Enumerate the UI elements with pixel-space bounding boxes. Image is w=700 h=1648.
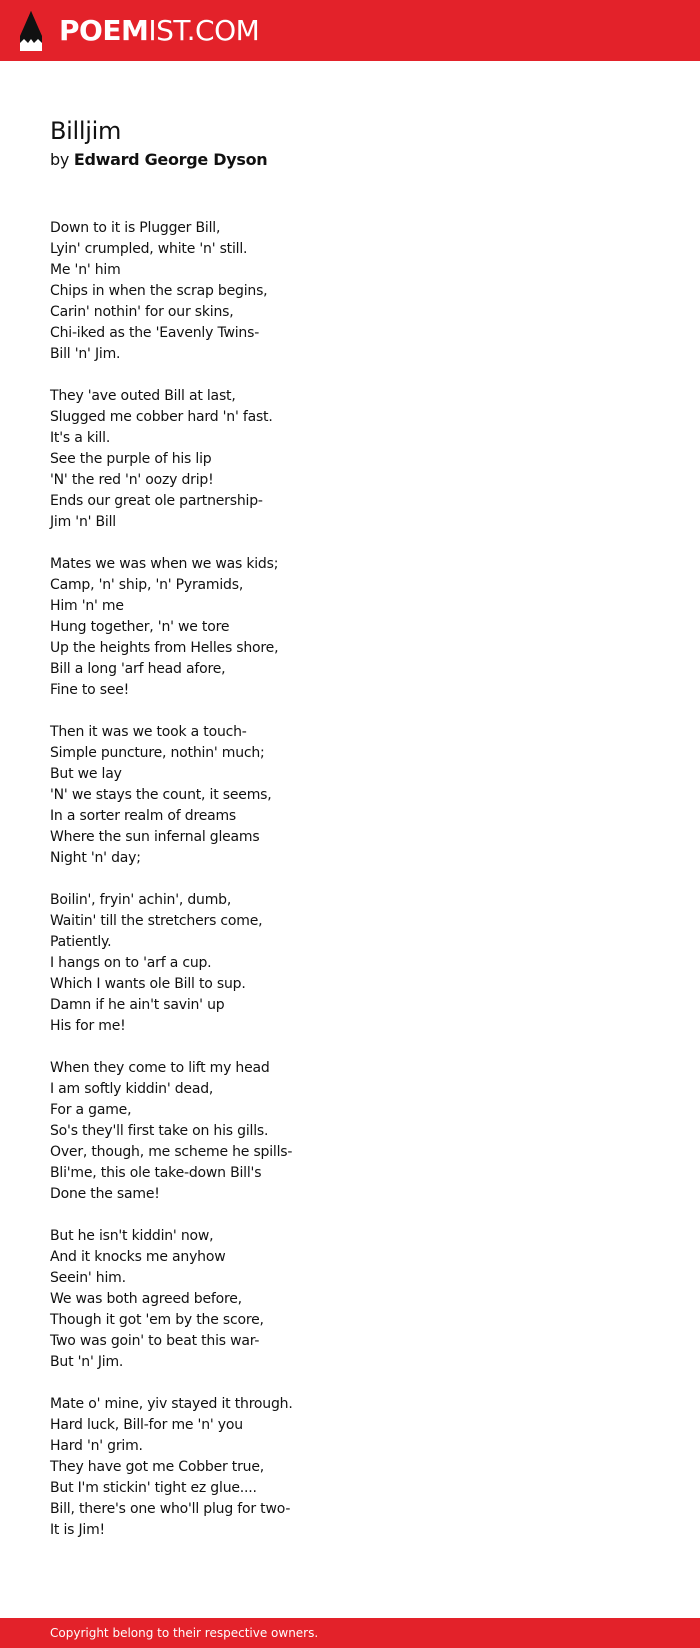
poem-stanza xyxy=(50,218,650,365)
poem-body xyxy=(50,218,650,1562)
footer-copyright: Copyright belong to their respective owners. xyxy=(50,1626,319,1640)
poem-line: Waitin' till the stretchers come, xyxy=(50,913,263,929)
byline-prefix: by xyxy=(50,150,70,169)
poem-stanza xyxy=(50,890,650,1037)
poem-stanza xyxy=(50,1394,650,1541)
poem-line: Boilin', fryin' achin', dumb, xyxy=(50,892,232,908)
poem-line: In a sorter realm of dreams xyxy=(50,808,237,824)
poem-line: Ends our great ole partnership- xyxy=(50,493,263,509)
poem-line: It's a kill. xyxy=(50,430,111,446)
poem-line: We was both agreed before, xyxy=(50,1291,242,1307)
poem-line: But I'm stickin' tight ez glue.... xyxy=(50,1480,257,1496)
poem-line: Bill, there's one who'll plug for two- xyxy=(50,1501,291,1517)
poem-line: They 'ave outed Bill at last, xyxy=(50,388,236,404)
site-footer xyxy=(0,1618,700,1648)
poem-line: But 'n' Jim. xyxy=(50,1354,124,1370)
poem-line: Then it was we took a touch- xyxy=(50,724,247,740)
poem-line: See the purple of his lip xyxy=(50,451,212,467)
poem-line: His for me! xyxy=(50,1018,126,1034)
poem-stanza xyxy=(50,722,650,869)
poem-byline xyxy=(50,148,650,172)
poem-line: Bli'me, this ole take-down Bill's xyxy=(50,1165,262,1181)
poem-line: I am softly kiddin' dead, xyxy=(50,1081,214,1097)
poem-line: Up the heights from Helles shore, xyxy=(50,640,279,656)
logo-text-light: IST.COM xyxy=(148,14,260,47)
poem-line: Him 'n' me xyxy=(50,598,124,614)
site-logo-link[interactable] xyxy=(18,10,259,52)
poem-line: Hung together, 'n' we tore xyxy=(50,619,230,635)
poem-line: Bill 'n' Jim. xyxy=(50,346,121,362)
poem-line: Hard 'n' grim. xyxy=(50,1438,143,1454)
poem-line: Chips in when the scrap begins, xyxy=(50,283,268,299)
poem-line: Fine to see! xyxy=(50,682,130,698)
poem-line: Lyin' crumpled, white 'n' still. xyxy=(50,241,248,257)
poem-line: For a game, xyxy=(50,1102,132,1118)
poem-line: Over, though, me scheme he spills- xyxy=(50,1144,293,1160)
poem-line: Carin' nothin' for our skins, xyxy=(50,304,234,320)
poem-line: Where the sun infernal gleams xyxy=(50,829,260,845)
poem-line: Camp, 'n' ship, 'n' Pyramids, xyxy=(50,577,244,593)
poem-title: Billjim xyxy=(50,117,122,145)
poem-line: 'N' we stays the count, it seems, xyxy=(50,787,272,803)
logo-text-bold: POEM xyxy=(59,14,149,47)
poem-line: Bill a long 'arf head afore, xyxy=(50,661,226,677)
poem-header xyxy=(50,114,650,172)
poem-line: Down to it is Plugger Bill, xyxy=(50,220,221,236)
poem-line: I hangs on to 'arf a cup. xyxy=(50,955,212,971)
poem-line: Two was goin' to beat this war- xyxy=(50,1333,260,1349)
poem-author: Edward George Dyson xyxy=(73,150,268,169)
poem-line: Hard luck, Bill-for me 'n' you xyxy=(50,1417,243,1433)
poem-line: Slugged me cobber hard 'n' fast. xyxy=(50,409,273,425)
poem-line: Chi-iked as the 'Eavenly Twins- xyxy=(50,325,260,341)
pencil-nib-icon xyxy=(18,10,44,52)
poem-line: Seein' him. xyxy=(50,1270,126,1286)
poem-line: So's they'll first take on his gills. xyxy=(50,1123,269,1139)
poem-line: Simple puncture, nothin' much; xyxy=(50,745,265,761)
poem-line: When they come to lift my head xyxy=(50,1060,270,1076)
poem-stanza xyxy=(50,1058,650,1205)
poem-stanza xyxy=(50,386,650,533)
poem-line: Damn if he ain't savin' up xyxy=(50,997,225,1013)
poem-stanza xyxy=(50,1226,650,1373)
poem-line: Though it got 'em by the score, xyxy=(50,1312,264,1328)
poem-line: Which I wants ole Bill to sup. xyxy=(50,976,246,992)
poem-line: Night 'n' day; xyxy=(50,850,141,866)
poem-line: Patiently. xyxy=(50,934,112,950)
poem-line: It is Jim! xyxy=(50,1522,105,1538)
poem-line: But he isn't kiddin' now, xyxy=(50,1228,214,1244)
site-header xyxy=(0,0,700,61)
site-logo-text xyxy=(59,10,259,52)
poem-line: 'N' the red 'n' oozy drip! xyxy=(50,472,214,488)
poem-line: They have got me Cobber true, xyxy=(50,1459,264,1475)
poem-line: But we lay xyxy=(50,766,122,782)
poem-line: Done the same! xyxy=(50,1186,160,1202)
poem-line: Mates we was when we was kids; xyxy=(50,556,279,572)
poem-line: And it knocks me anyhow xyxy=(50,1249,226,1265)
poem-stanza xyxy=(50,554,650,701)
poem-line: Me 'n' him xyxy=(50,262,121,278)
poem-line: Jim 'n' Bill xyxy=(50,514,117,530)
poem-line: Mate o' mine, yiv stayed it through. xyxy=(50,1396,293,1412)
